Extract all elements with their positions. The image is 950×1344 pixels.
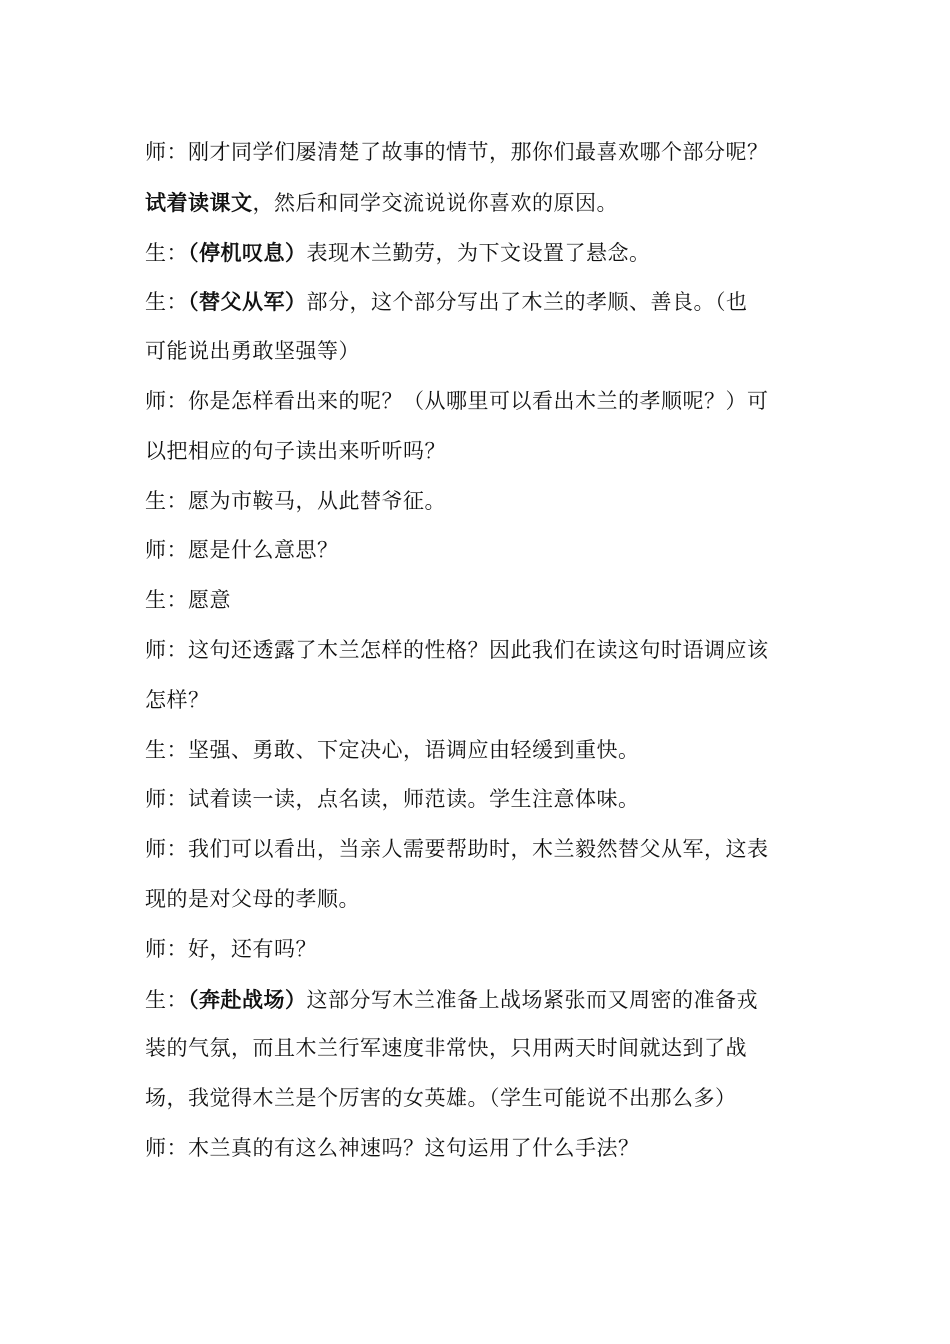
line-text: 师：试着读一读，点名读，师范读。学生注意体味。 [145, 787, 640, 812]
bold-instruction: 试着读课文 [145, 189, 253, 215]
text-line [145, 875, 805, 925]
line-text: 可能说出勇敢坚强等） [145, 339, 360, 364]
text-line [145, 1024, 805, 1074]
text-line [145, 178, 805, 228]
line-text: 师：你是怎样看出来的呢？（从哪里可以看出木兰的孝顺呢？）可 [145, 388, 769, 413]
text-line [145, 277, 805, 327]
line-text: 师：这句还透露了木兰怎样的性格？因此我们在读这句时语调应该 [145, 637, 769, 662]
bold-section-title: （停机叹息） [188, 239, 307, 265]
line-text: 生：愿为市鞍马，从此替爷征。 [145, 488, 446, 513]
line-text: 现的是对父母的孝顺。 [145, 886, 360, 911]
line-text: 这部分写木兰准备上战场紧张而又周密的准备戎 [306, 987, 758, 1012]
speaker-label: 生： [145, 987, 188, 1012]
text-line [145, 327, 805, 377]
line-text: 场，我觉得木兰是个厉害的女英雄。（学生可能说不出那么多） [145, 1086, 737, 1111]
text-line [145, 626, 805, 676]
text-line [145, 825, 805, 875]
text-line [145, 377, 805, 427]
line-text: 以把相应的句子读出来听听吗？ [145, 438, 446, 463]
bold-section-title: （替父从军） [188, 289, 307, 315]
text-line [145, 775, 805, 825]
text-line [145, 128, 805, 178]
line-text: 部分，这个部分写出了木兰的孝顺、善良。（也 [306, 290, 748, 315]
line-text: 生：愿意 [145, 588, 231, 613]
text-line [145, 526, 805, 576]
line-text: 师：愿是什么意思？ [145, 538, 339, 563]
text-line [145, 427, 805, 477]
line-text: 师：好，还有吗？ [145, 936, 317, 961]
text-line [145, 1124, 805, 1174]
line-text: 生：坚强、勇敢、下定决心，语调应由轻缓到重快。 [145, 737, 640, 762]
text-line [145, 925, 805, 975]
lesson-transcript [145, 128, 805, 1174]
text-line [145, 576, 805, 626]
text-line [145, 975, 805, 1025]
text-line [145, 1074, 805, 1124]
text-line [145, 676, 805, 726]
text-line [145, 726, 805, 776]
line-text: 装的气氛，而且木兰行军速度非常快，只用两天时间就达到了战 [145, 1036, 747, 1061]
line-text: 师：木兰真的有这么神速吗？这句运用了什么手法？ [145, 1135, 640, 1160]
line-text: 怎样？ [145, 687, 210, 712]
bold-section-title: （奔赴战场） [188, 986, 307, 1012]
text-line [145, 228, 805, 278]
line-text: 表现木兰勤劳，为下文设置了悬念。 [306, 240, 651, 265]
line-text: 师：刚才同学们屡清楚了故事的情节，那你们最喜欢哪个部分呢？ [145, 140, 769, 164]
speaker-label: 生： [145, 240, 188, 265]
text-line [145, 477, 805, 527]
line-text: 师：我们可以看出，当亲人需要帮助时，木兰毅然替父从军，这表 [145, 837, 769, 862]
line-text: ，然后和同学交流说说你喜欢的原因。 [252, 190, 618, 215]
speaker-label: 生： [145, 290, 188, 315]
